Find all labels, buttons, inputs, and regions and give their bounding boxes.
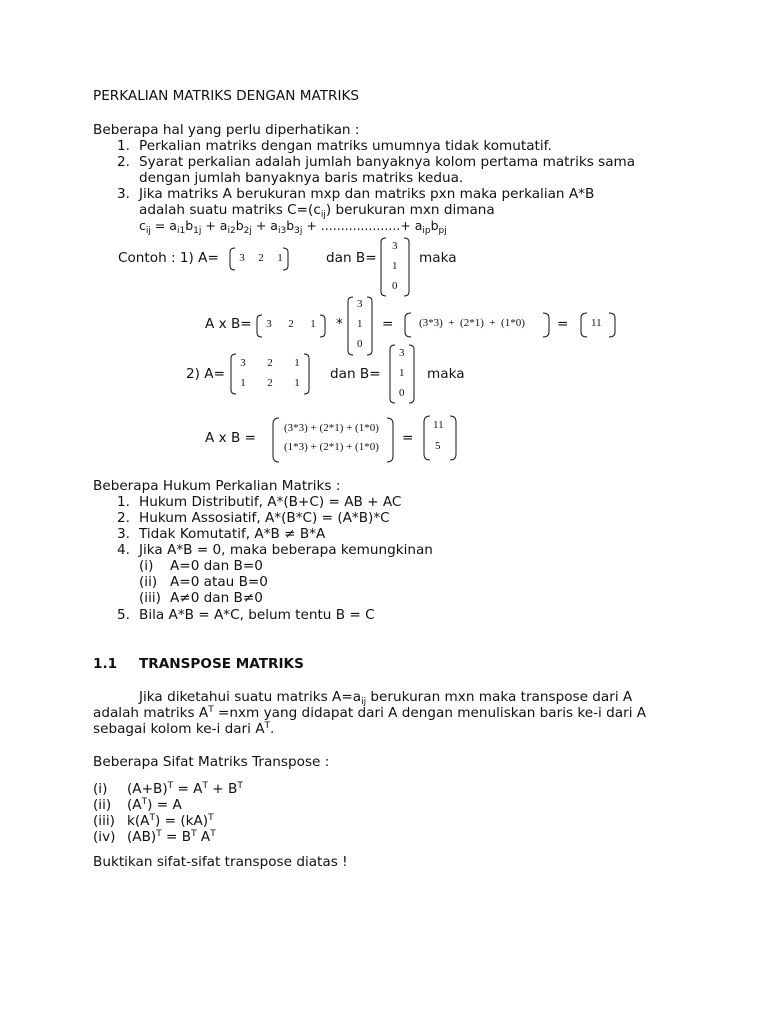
section-title: TRANSPOSE MATRIKS: [139, 656, 304, 672]
point-text-cont: dengan jumlah banyaknya baris matriks kedua.: [139, 170, 464, 186]
product-formula: $c_{ij} = a_{i1}b_{1j} + a_{i2}b_{2j} + a_{i3}b_{3j}$ + ....................+ $a_{ip}b_{pj}$: [139, 218, 447, 236]
matrix-b-value: 0: [392, 280, 398, 292]
law-text: Hukum Assosiatif, A*(B*C) = (A*B)*C: [139, 510, 390, 526]
matrix-2b-value: 1: [399, 367, 405, 379]
maka-label: maka: [427, 366, 465, 382]
equals-sign: =: [557, 316, 569, 332]
law-number: 2.: [117, 510, 130, 526]
matrix-b-value: 3: [392, 240, 398, 252]
matrix-b2-value: 0: [357, 338, 363, 350]
law-text: Tidak Komutatif, A*B ≠ B*A: [139, 526, 326, 542]
point-text: Syarat perkalian adalah jumlah banyaknya kolom pertama matriks sama: [139, 154, 636, 170]
paragraph-line: sebagai kolom ke-i dari $A^T$.: [93, 721, 275, 737]
law-text: Hukum Distributif, A*(B+C) = AB + AC: [139, 494, 402, 510]
matrix-2b-value: 0: [399, 387, 405, 399]
product-expression-row2: (1*3) + (2*1) + (1*0): [284, 441, 379, 453]
matrix-a2-row: 3 2 1: [266, 318, 316, 330]
axb-label: A x B=: [205, 316, 252, 332]
matrix-b-value: 1: [392, 260, 398, 272]
example2-label: 2) A=: [186, 366, 225, 382]
prop-formula: $(A+B)^T = A^T + B^T$: [127, 781, 243, 797]
sub-text: A=0 atau B=0: [170, 574, 268, 590]
law-number: 3.: [117, 526, 130, 542]
example1-label: Contoh : 1) A=: [118, 250, 219, 266]
prop-number: (iii): [93, 813, 115, 829]
dan-b-label: dan B=: [326, 250, 377, 266]
result2-value: 11: [433, 419, 444, 431]
matrix-2a-row: 1 2 1: [240, 377, 300, 389]
sub-number: (iii): [139, 590, 161, 606]
prop-number: (i): [93, 781, 108, 797]
prop-formula: $(A^T) = A$: [127, 797, 182, 813]
section-number: 1.1: [93, 656, 118, 672]
paragraph-line: Jika diketahui suatu matriks $A=a_{ij}$ berukuran mxn maka transpose dari A: [139, 689, 633, 707]
sub-number: (ii): [139, 574, 158, 590]
product-expression: (3*3) + (2*1) + (1*0): [419, 317, 525, 329]
law-text: Bila A*B = A*C, belum tentu B = C: [139, 607, 375, 623]
props-heading: Beberapa Sifat Matriks Transpose :: [93, 754, 330, 770]
result-value: 11: [591, 317, 602, 329]
multiply-sign: *: [336, 316, 343, 332]
point-text-cont: adalah suatu matriks $C=(c_{ij})$ berukuran mxn dimana: [139, 202, 495, 220]
matrix-a-row: 3 2 1: [239, 252, 283, 264]
law-number: 5.: [117, 607, 130, 623]
prop-number: (iv): [93, 829, 116, 845]
product-expression-row1: (3*3) + (2*1) + (1*0): [284, 422, 379, 434]
law-text: Jika A*B = 0, maka beberapa kemungkinan: [139, 542, 433, 558]
equals-sign: =: [402, 430, 414, 446]
point-number: 1.: [117, 138, 130, 154]
sub-number: (i): [139, 558, 154, 574]
intro-text: Beberapa hal yang perlu diperhatikan :: [93, 122, 360, 138]
paragraph-line: adalah matriks $A^T =nxm$ yang didapat dari A dengan menuliskan baris ke-i dari A: [93, 705, 647, 721]
matrix-2b-value: 3: [399, 347, 405, 359]
law-number: 4.: [117, 542, 130, 558]
matrix-b2-value: 1: [357, 318, 363, 330]
dan-b-label: dan B=: [330, 366, 381, 382]
laws-heading: Beberapa Hukum Perkalian Matriks :: [93, 478, 341, 494]
point-text: Jika matriks A berukuran mxp dan matriks pxn maka perkalian A*B: [139, 186, 595, 202]
law-number: 1.: [117, 494, 130, 510]
sub-text: A=0 dan B=0: [170, 558, 263, 574]
point-number: 2.: [117, 154, 130, 170]
maka-label: maka: [419, 250, 457, 266]
prop-number: (ii): [93, 797, 112, 813]
point-text: Perkalian matriks dengan matriks umumnya tidak komutatif.: [139, 138, 552, 154]
result2-value: 5: [435, 440, 441, 452]
sub-text: A≠0 dan B≠0: [170, 590, 263, 606]
prop-formula: $k(A^T) = (kA)^T$: [127, 813, 214, 829]
prop-formula: $(AB)^T = B^T$ $A^T$: [127, 829, 216, 845]
point-number: 3.: [117, 186, 130, 202]
matrix-2a-row: 3 2 1: [240, 357, 300, 369]
equals-sign: =: [382, 316, 394, 332]
closing-text: Buktikan sifat-sifat transpose diatas !: [93, 854, 348, 870]
axb-label: A x B =: [205, 430, 257, 446]
matrix-b2-value: 3: [357, 298, 363, 310]
page-title: PERKALIAN MATRIKS DENGAN MATRIKS: [93, 88, 359, 104]
